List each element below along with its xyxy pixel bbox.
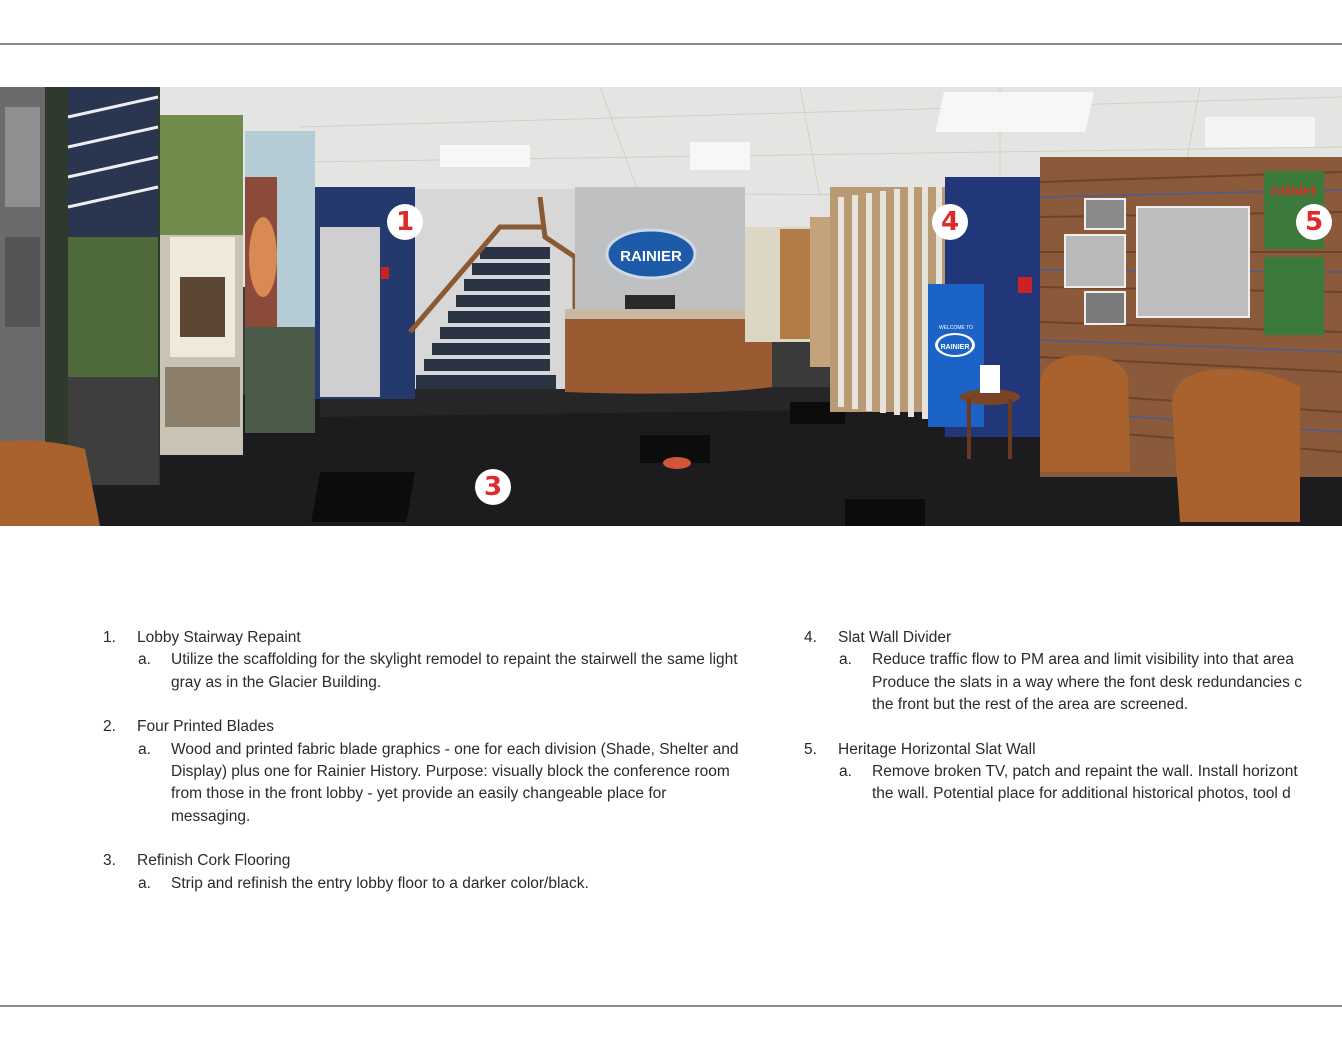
left-list [103,627,743,917]
sub-letter: a. [138,651,151,669]
rainier-logo-text: RAINIER [620,248,682,265]
list-item [804,627,1342,717]
marker-3-badge: 3 [475,469,511,505]
sub-text-line: Remove broken TV, patch and repaint the wall. Install horizont [872,763,1298,781]
sub-text: Wood and printed fabric blade graphics - one for each division (Shade, Shelter and Display) plus one for Rainier History. Purpose: visually block the conference room from those in the front lobby - yet provide an easily changeable place for messaging. [171,740,739,825]
sub-text-line: the wall. Potential place for additional historical photos, tool d [872,785,1291,803]
lobby-panorama-photo [0,87,1342,526]
item-number: 5. [804,740,817,758]
sub-letter: a. [138,740,151,758]
sub-letter: a. [839,763,852,781]
marker-5-badge: 5 [1296,204,1332,240]
top-rule [0,43,1342,45]
marker-1-badge: 1 [387,204,423,240]
list-item [103,627,743,694]
sub-text-line: Produce the slats in a way where the font desk redundancies c [872,673,1302,691]
sub-letter: a. [138,874,151,892]
item-number: 1. [103,629,116,646]
list-item [103,716,743,828]
item-title: Slat Wall Divider [838,629,952,646]
item-number: 3. [103,852,116,870]
marker-4-badge: 4 [932,204,968,240]
poster-text: rainier [1270,182,1318,199]
sub-letter: a. [839,651,852,669]
list-item [103,850,743,895]
banner-welcome-text: WELCOME TO [939,325,973,331]
sub-text-line: Reduce traffic flow to PM area and limit visibility into that area [872,651,1294,669]
item-title: Lobby Stairway Repaint [137,629,301,646]
sub-text-line: the front but the rest of the area are screened. [872,696,1189,714]
list-item [804,739,1342,806]
item-title: Four Printed Blades [137,718,274,736]
item-number: 4. [804,629,817,646]
item-number: 2. [103,718,116,736]
bottom-rule [0,1005,1342,1007]
right-list [804,627,1342,828]
banner-logo-text: RAINIER [940,344,970,351]
sub-text: Utilize the scaffolding for the skylight remodel to repaint the stairwell the same light gray as in the Glacier Building. [171,651,738,691]
item-title: Heritage Horizontal Slat Wall [838,740,1036,758]
item-title: Refinish Cork Flooring [137,852,291,870]
sub-text: Strip and refinish the entry lobby floor to a darker color/black. [171,874,589,892]
